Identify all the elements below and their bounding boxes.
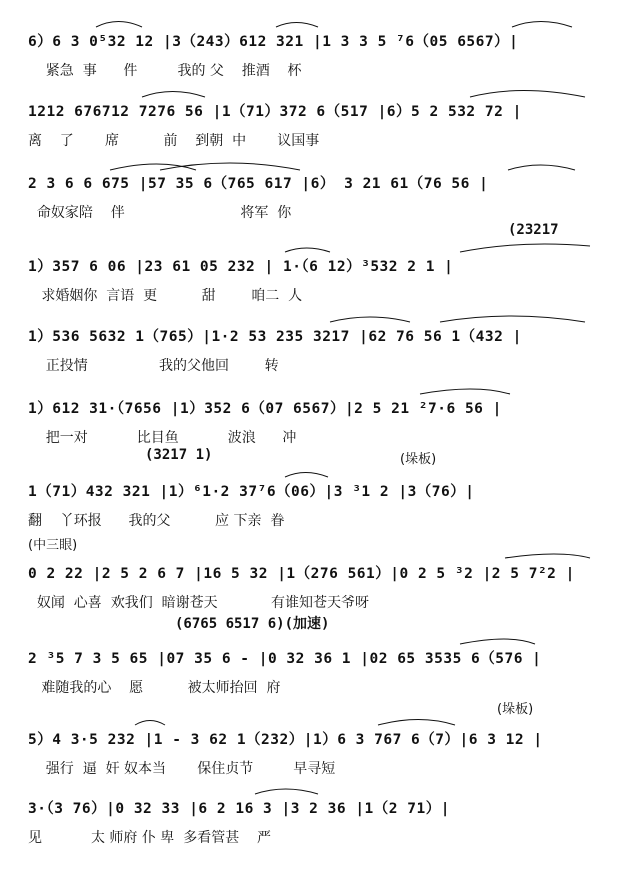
notation-line: 6）6 3 0⁵32 12 |3（243）612 321 |1 3 3 5 ⁷6（05 6567）|	[28, 34, 519, 50]
lyric-line: 把一对 比目鱼 波浪 冲	[28, 430, 297, 446]
lyric-line: 强行 逼 奸 奴本当 保住贞节 早寻短	[28, 761, 336, 777]
notation-line: 1212 676712 7276 56 |1（71）372 6（517 |6）5 2 532 72 |	[28, 104, 522, 120]
slur	[420, 389, 510, 394]
lyric-line: 奴闻 心喜 欢我们 暗谢苍天 有谁知苍天爷呀	[28, 595, 370, 611]
slur	[110, 164, 196, 170]
tempo-marking-duoban: (垛板)	[400, 452, 437, 467]
lyric-line: 求婚姻你 言语 更 甜 咱二 人	[28, 288, 303, 304]
notation-line: 5）4 3·5 232 |1 - 3 62 1（232）|1）6 3 767 6（7）|6 3 12 |	[28, 732, 543, 748]
notation-line: 1（71）432 321 |1）⁶1·2 37⁷6（06）|3 ³1 2 |3（76）|	[28, 484, 475, 500]
slur	[440, 316, 585, 322]
annotation-above-system-4: (23217	[508, 222, 559, 238]
notation-line: 1）612 31·（7656 |1）352 6（07 6567）|2 5 21 ²7·6 56 |	[28, 401, 502, 417]
lyric-line: 难随我的心 愿 被太师抬回 府	[28, 680, 281, 696]
annotation-above-system-7: (3217 1)	[145, 447, 213, 463]
slur	[285, 473, 328, 478]
notation-line: 1）357 6 06 |23 61 05 232 | 1·（6 12）³532 2 1 |	[28, 259, 454, 275]
slur	[330, 317, 410, 322]
notation-line: 0 2 22 |2 5 2 6 7 |16 5 32 |1（276 561）|0 2 5 ³2 |2 5 7²2 |	[28, 566, 575, 582]
notation-line: 2 ³5 7 3 5 65 |07 35 6 - |0 32 36 1 |02 65 3535 6（576 |	[28, 651, 542, 667]
notation-line: 1）536 5632 1（765）|1·2 53 235 3217 |62 76 56 1（432 |	[28, 329, 522, 345]
slur	[460, 244, 590, 252]
slur	[255, 789, 318, 794]
slur	[160, 163, 300, 170]
lyric-line: 紧急 事 件 我的 父 推酒 杯	[28, 63, 302, 79]
slur	[505, 554, 590, 558]
slur	[96, 22, 142, 28]
slur	[470, 91, 585, 98]
lyric-line: 翻 丫环报 我的父 应 下亲 眷	[28, 513, 285, 529]
tempo-marking-duoban: (垛板)	[497, 702, 534, 717]
slur	[508, 165, 575, 170]
slur	[378, 720, 455, 726]
lyric-line: 正投情 我的父他回 转	[28, 358, 279, 374]
slur	[512, 22, 572, 28]
slur	[135, 721, 165, 726]
lyric-line: 见 太 师府 仆 卑 多看管甚 严	[28, 830, 272, 846]
lyric-line: 命奴家陪 伴 将军 你	[28, 205, 292, 221]
notation-line: 2 3 6 6 675 |57 35 6（765 617 |6） 3 21 61（76 56 |	[28, 176, 489, 192]
slur	[276, 23, 318, 28]
slur	[460, 639, 535, 644]
tempo-marking-zhongsanyan: (中三眼)	[28, 538, 78, 553]
notation-line: 3·（3 76）|0 32 33 |6 2 16 3 |3 2 36 |1（2 71）|	[28, 801, 450, 817]
slur	[142, 92, 205, 98]
slur	[285, 248, 330, 252]
annotation-above-system-9: (6765 6517 6)(加速)	[175, 616, 330, 632]
lyric-line: 离 了 席 前 到朝 中 议国事	[28, 133, 320, 149]
